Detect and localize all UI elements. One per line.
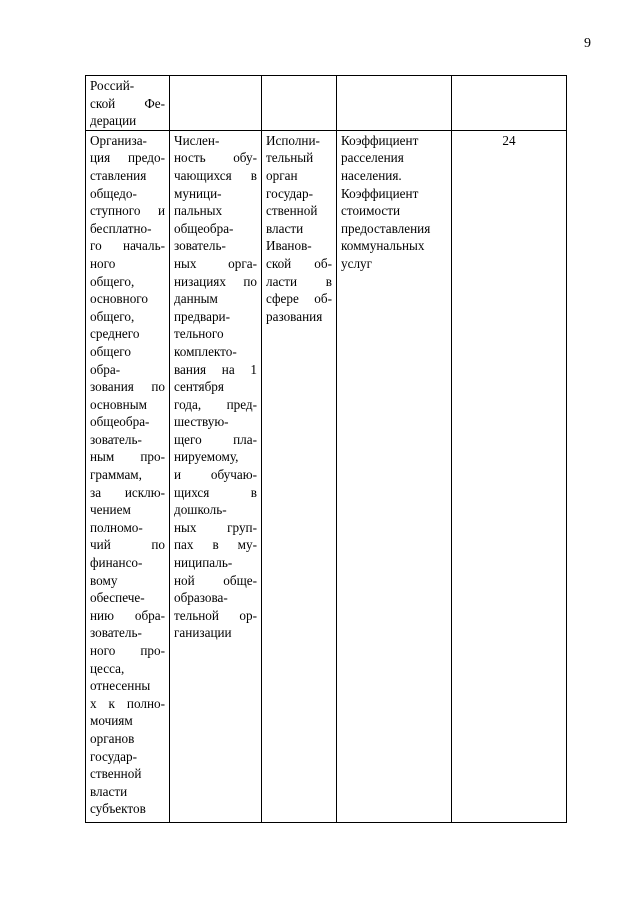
text-line: тельной ор- [174, 607, 257, 623]
text-line: тельного [174, 326, 224, 342]
text-line: среднего [90, 326, 140, 342]
text-line: предвари- [174, 308, 230, 324]
text-line: власти [90, 783, 128, 799]
table-cell [170, 76, 262, 131]
text-line: расселения [341, 150, 404, 166]
text-line: разования [266, 308, 323, 324]
text-line: ных груп- [174, 519, 257, 535]
text-line: общего, [90, 308, 135, 324]
text-line: финансо- [90, 555, 143, 571]
text-line: нию обра- [90, 607, 165, 623]
text-line: ганизации [174, 625, 232, 641]
text-line: ных орга- [174, 255, 257, 271]
text-line: года, пред- [174, 396, 257, 412]
text-line: сентября [174, 379, 224, 395]
text-line: дошколь- [174, 502, 227, 518]
text-line: общеобра- [174, 220, 234, 236]
text-line: бесплатно- [90, 220, 152, 236]
text-line: щего пла- [174, 431, 257, 447]
text-line: данным [174, 291, 218, 307]
table-row [86, 76, 567, 131]
text-line: ской об- [266, 255, 332, 271]
text-line: Исполни- [266, 132, 320, 148]
text-line: ного про- [90, 643, 165, 658]
text-line: основным [90, 396, 147, 412]
text-line: вому [90, 572, 118, 588]
text-line: чением [90, 502, 131, 518]
text-line: шествую- [174, 414, 229, 430]
text-line: коммунальных [341, 238, 425, 254]
text-line: и обучаю- [174, 467, 257, 483]
text-line: низациях по [174, 273, 257, 289]
text-line: государ- [90, 748, 137, 764]
text-line: общего, [90, 273, 135, 289]
text-line: Организа- [90, 132, 147, 148]
text-line: комплекто- [174, 343, 237, 359]
text-line: общего [90, 343, 131, 359]
text-line: отнесенны [90, 678, 151, 694]
table-cell [337, 130, 452, 822]
text-line: Числен- [174, 132, 220, 148]
cell-value: 24 [502, 132, 516, 148]
text-line: ной обще- [174, 572, 257, 588]
text-line: Коэффициент [341, 185, 419, 201]
table-cell [452, 76, 567, 131]
table-cell [86, 130, 170, 822]
text-line: орган [266, 167, 298, 183]
text-line: населения. [341, 167, 402, 183]
text-line: ного [90, 255, 116, 271]
text-line: основного [90, 291, 148, 307]
table-cell [86, 76, 170, 131]
text-line: ласти в [266, 273, 332, 289]
text-line: го началь- [90, 238, 165, 254]
text-line: тельный [266, 150, 314, 166]
text-line: обра- [90, 361, 121, 377]
text-line: обеспече- [90, 590, 145, 606]
text-line: субъектов [90, 801, 146, 817]
text-line: цесса, [90, 660, 125, 676]
text-line: власти [266, 220, 304, 236]
text-line: зователь- [90, 625, 142, 641]
text-line: Иванов- [266, 238, 312, 254]
table-cell [337, 76, 452, 131]
text-line: полномо- [90, 519, 143, 535]
text-line: ция предо- [90, 150, 165, 166]
text-line: х к полно- [90, 695, 165, 711]
text-line: ступного и [90, 203, 165, 219]
text-line: органов [90, 730, 135, 746]
table-cell [170, 130, 262, 822]
text-line: ность обу- [174, 150, 257, 166]
text-line: мочиям [90, 713, 133, 729]
text-line: услуг [341, 255, 373, 271]
text-line: щихся в [174, 484, 257, 500]
text-line: чий по [90, 537, 165, 553]
page-number: 9 [584, 36, 591, 51]
text-line: предоставления [341, 220, 431, 236]
text-line: Россий- [90, 78, 135, 93]
text-line: сфере об- [266, 291, 332, 307]
text-line: ской Фе- [90, 95, 165, 111]
text-line: нируемому, [174, 449, 239, 465]
table-row [86, 130, 567, 822]
table-cell [262, 130, 337, 822]
text-line: пах в му- [174, 537, 257, 553]
text-line: образова- [174, 590, 228, 606]
text-line: ным про- [90, 449, 165, 465]
text-line: за исклю- [90, 484, 165, 500]
table-cell [452, 130, 567, 822]
text-line: чающихся в [174, 167, 257, 183]
text-line: дерации [90, 113, 137, 129]
text-line: зования по [90, 379, 165, 395]
text-line: государ- [266, 185, 313, 201]
text-line: стоимости [341, 203, 401, 219]
text-line: пальных [174, 203, 223, 219]
text-line: вания на 1 [174, 361, 257, 377]
text-line: муници- [174, 185, 222, 201]
text-line: зователь- [174, 238, 226, 254]
table-cell [262, 76, 337, 131]
text-line: общеобра- [90, 414, 150, 430]
text-line: ственной [266, 203, 318, 219]
text-line: Коэффициент [341, 132, 419, 148]
text-line: граммам, [90, 467, 142, 483]
text-line: зователь- [90, 431, 142, 447]
text-line: общедо- [90, 185, 137, 201]
text-line: ственной [90, 766, 142, 782]
data-table [85, 75, 567, 823]
text-line: ниципаль- [174, 555, 233, 571]
text-line: ставления [90, 167, 147, 183]
